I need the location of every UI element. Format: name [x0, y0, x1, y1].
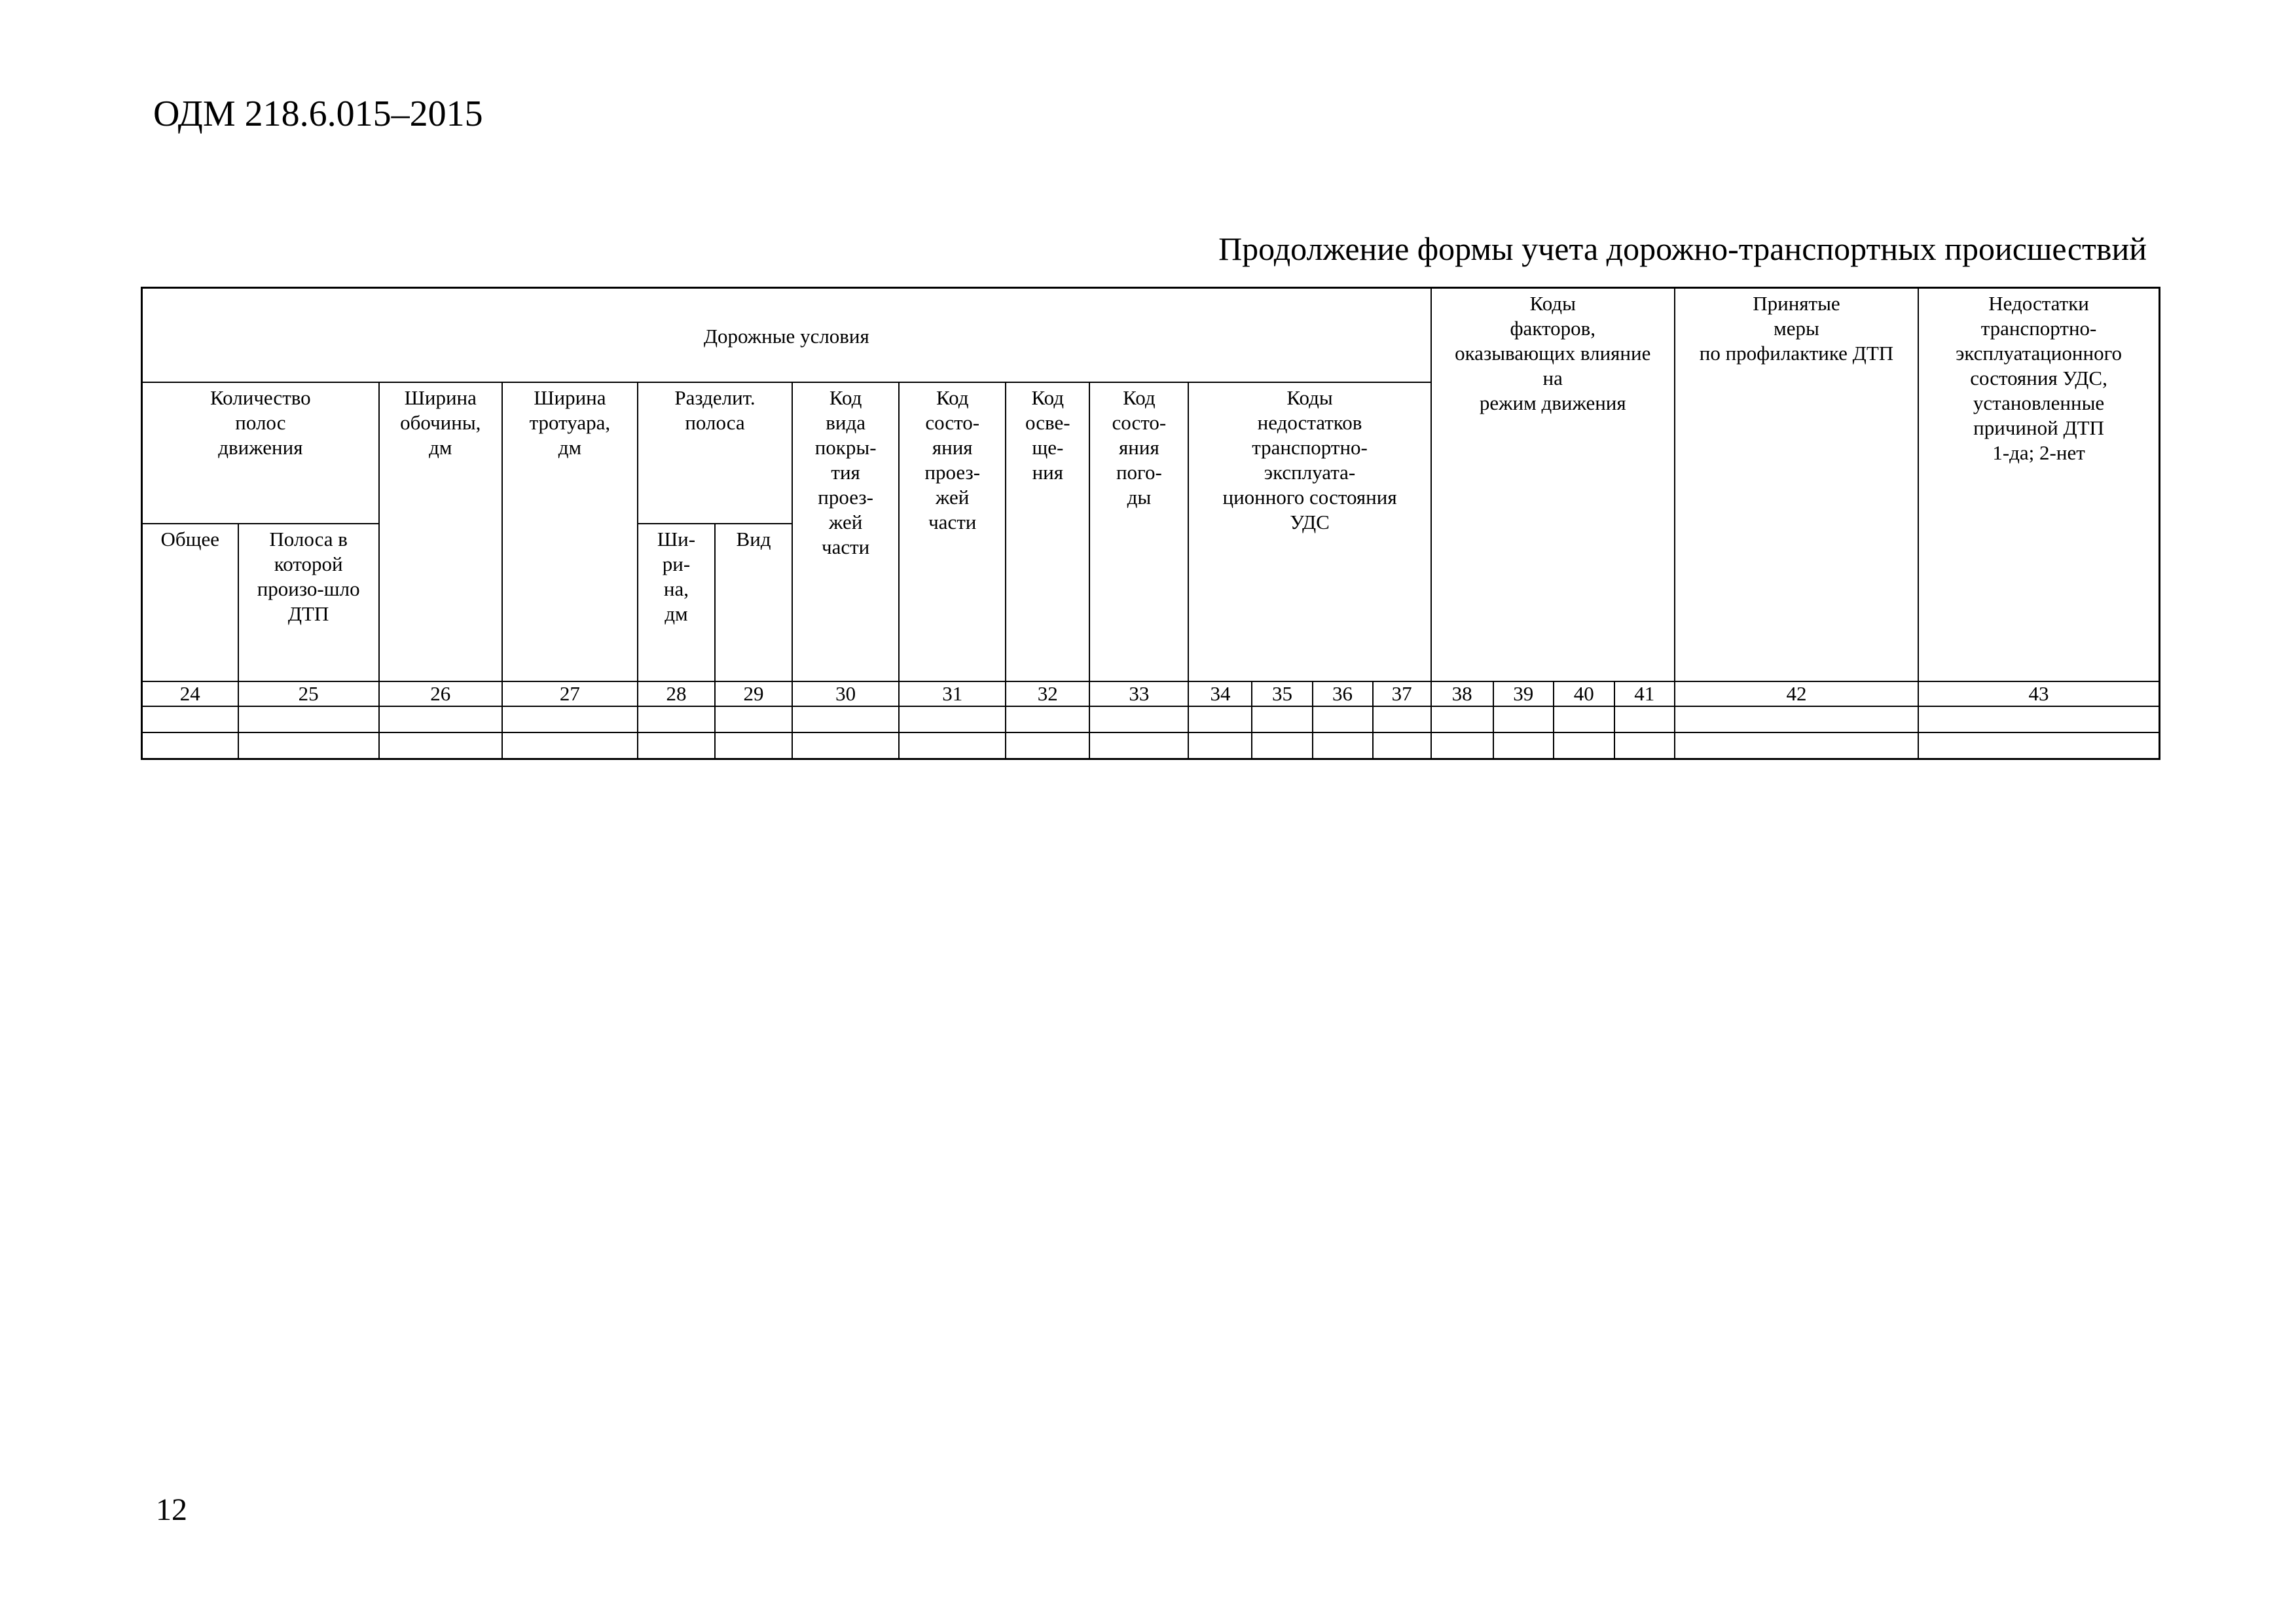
blank-cell[interactable]	[1006, 706, 1089, 732]
blank-cell[interactable]	[379, 706, 502, 732]
column-number: 29	[715, 681, 792, 706]
blank-cell[interactable]	[379, 732, 502, 759]
document-code: ОДМ 218.6.015–2015	[153, 94, 483, 134]
column-number: 34	[1188, 681, 1252, 706]
blank-cell[interactable]	[1313, 732, 1373, 759]
column-number: 39	[1493, 681, 1554, 706]
blank-cell[interactable]	[715, 732, 792, 759]
column-number: 38	[1431, 681, 1493, 706]
blank-cell[interactable]	[1614, 706, 1675, 732]
blank-cell[interactable]	[1918, 706, 2159, 732]
blank-cell[interactable]	[1089, 706, 1188, 732]
blank-cell[interactable]	[1188, 732, 1252, 759]
blank-cell[interactable]	[502, 706, 638, 732]
column-number: 31	[899, 681, 1006, 706]
blank-cell[interactable]	[1431, 732, 1493, 759]
header-factor-codes: Коды факторов, оказывающих влияние на режим движения	[1431, 288, 1675, 682]
blank-cell[interactable]	[1614, 732, 1675, 759]
column-number: 32	[1006, 681, 1089, 706]
column-number: 43	[1918, 681, 2159, 706]
blank-row	[142, 706, 2160, 732]
blank-cell[interactable]	[1188, 706, 1252, 732]
blank-cell[interactable]	[715, 706, 792, 732]
blank-cell[interactable]	[142, 732, 238, 759]
blank-cell[interactable]	[1675, 706, 1918, 732]
column-number: 28	[638, 681, 715, 706]
header-divider-type: Вид	[715, 524, 792, 681]
blank-cell[interactable]	[1675, 732, 1918, 759]
blank-cell[interactable]	[1554, 732, 1614, 759]
column-number: 37	[1373, 681, 1431, 706]
header-defects-codes: Коды недостатков транспортно- эксплуата- ционного состояния УДС	[1188, 382, 1430, 681]
blank-cell[interactable]	[1313, 706, 1373, 732]
blank-cell[interactable]	[1493, 732, 1554, 759]
column-number: 24	[142, 681, 238, 706]
header-defects-causes: Недостатки транспортно- эксплуатационного состояния УДС, установленные причиной ДТП 1-да; 2-нет	[1918, 288, 2159, 682]
blank-cell[interactable]	[1373, 732, 1431, 759]
header-sidewalk-width: Ширина тротуара, дм	[502, 382, 638, 681]
column-number: 27	[502, 681, 638, 706]
blank-row	[142, 732, 2160, 759]
header-lighting-code: Код осве- ще- ния	[1006, 382, 1089, 681]
header-lanes-total: Общее	[142, 524, 238, 681]
blank-cell[interactable]	[1554, 706, 1614, 732]
blank-cell[interactable]	[638, 706, 715, 732]
blank-cell[interactable]	[1431, 706, 1493, 732]
blank-cell[interactable]	[1252, 732, 1312, 759]
blank-cell[interactable]	[1918, 732, 2159, 759]
header-carriageway-state-code: Код состо- яния проез- жей части	[899, 382, 1006, 681]
header-divider-strip: Разделит. полоса	[638, 382, 792, 524]
header-lanes-accident: Полоса в которой произо-шло ДТП	[238, 524, 379, 681]
column-number: 40	[1554, 681, 1614, 706]
column-number: 33	[1089, 681, 1188, 706]
column-number: 30	[792, 681, 899, 706]
column-number: 25	[238, 681, 379, 706]
header-road-conditions: Дорожные условия	[142, 288, 1431, 383]
blank-cell[interactable]	[502, 732, 638, 759]
blank-cell[interactable]	[792, 732, 899, 759]
header-divider-width: Ши- ри- на, дм	[638, 524, 715, 681]
blank-cell[interactable]	[792, 706, 899, 732]
header-shoulder-width: Ширина обочины, дм	[379, 382, 502, 681]
blank-cell[interactable]	[899, 706, 1006, 732]
blank-cell[interactable]	[899, 732, 1006, 759]
column-number: 26	[379, 681, 502, 706]
header-surface-code: Код вида покры- тия проез- жей части	[792, 382, 899, 681]
column-number: 35	[1252, 681, 1312, 706]
blank-cell[interactable]	[638, 732, 715, 759]
blank-cell[interactable]	[238, 732, 379, 759]
header-lanes-count: Количество полос движения	[142, 382, 379, 524]
table-caption: Продолжение формы учета дорожно-транспортных происшествий	[1218, 230, 2147, 267]
column-number: 36	[1313, 681, 1373, 706]
page-number: 12	[156, 1492, 187, 1527]
header-weather-code: Код состо- яния пого- ды	[1089, 382, 1188, 681]
blank-cell[interactable]	[1089, 732, 1188, 759]
blank-cell[interactable]	[142, 706, 238, 732]
blank-cell[interactable]	[1006, 732, 1089, 759]
blank-cell[interactable]	[1252, 706, 1312, 732]
blank-cell[interactable]	[238, 706, 379, 732]
column-number: 42	[1675, 681, 1918, 706]
column-number: 41	[1614, 681, 1675, 706]
header-prevention-measures: Принятые меры по профилактике ДТП	[1675, 288, 1918, 682]
blank-cell[interactable]	[1373, 706, 1431, 732]
blank-cell[interactable]	[1493, 706, 1554, 732]
accident-form-table	[141, 287, 2160, 760]
